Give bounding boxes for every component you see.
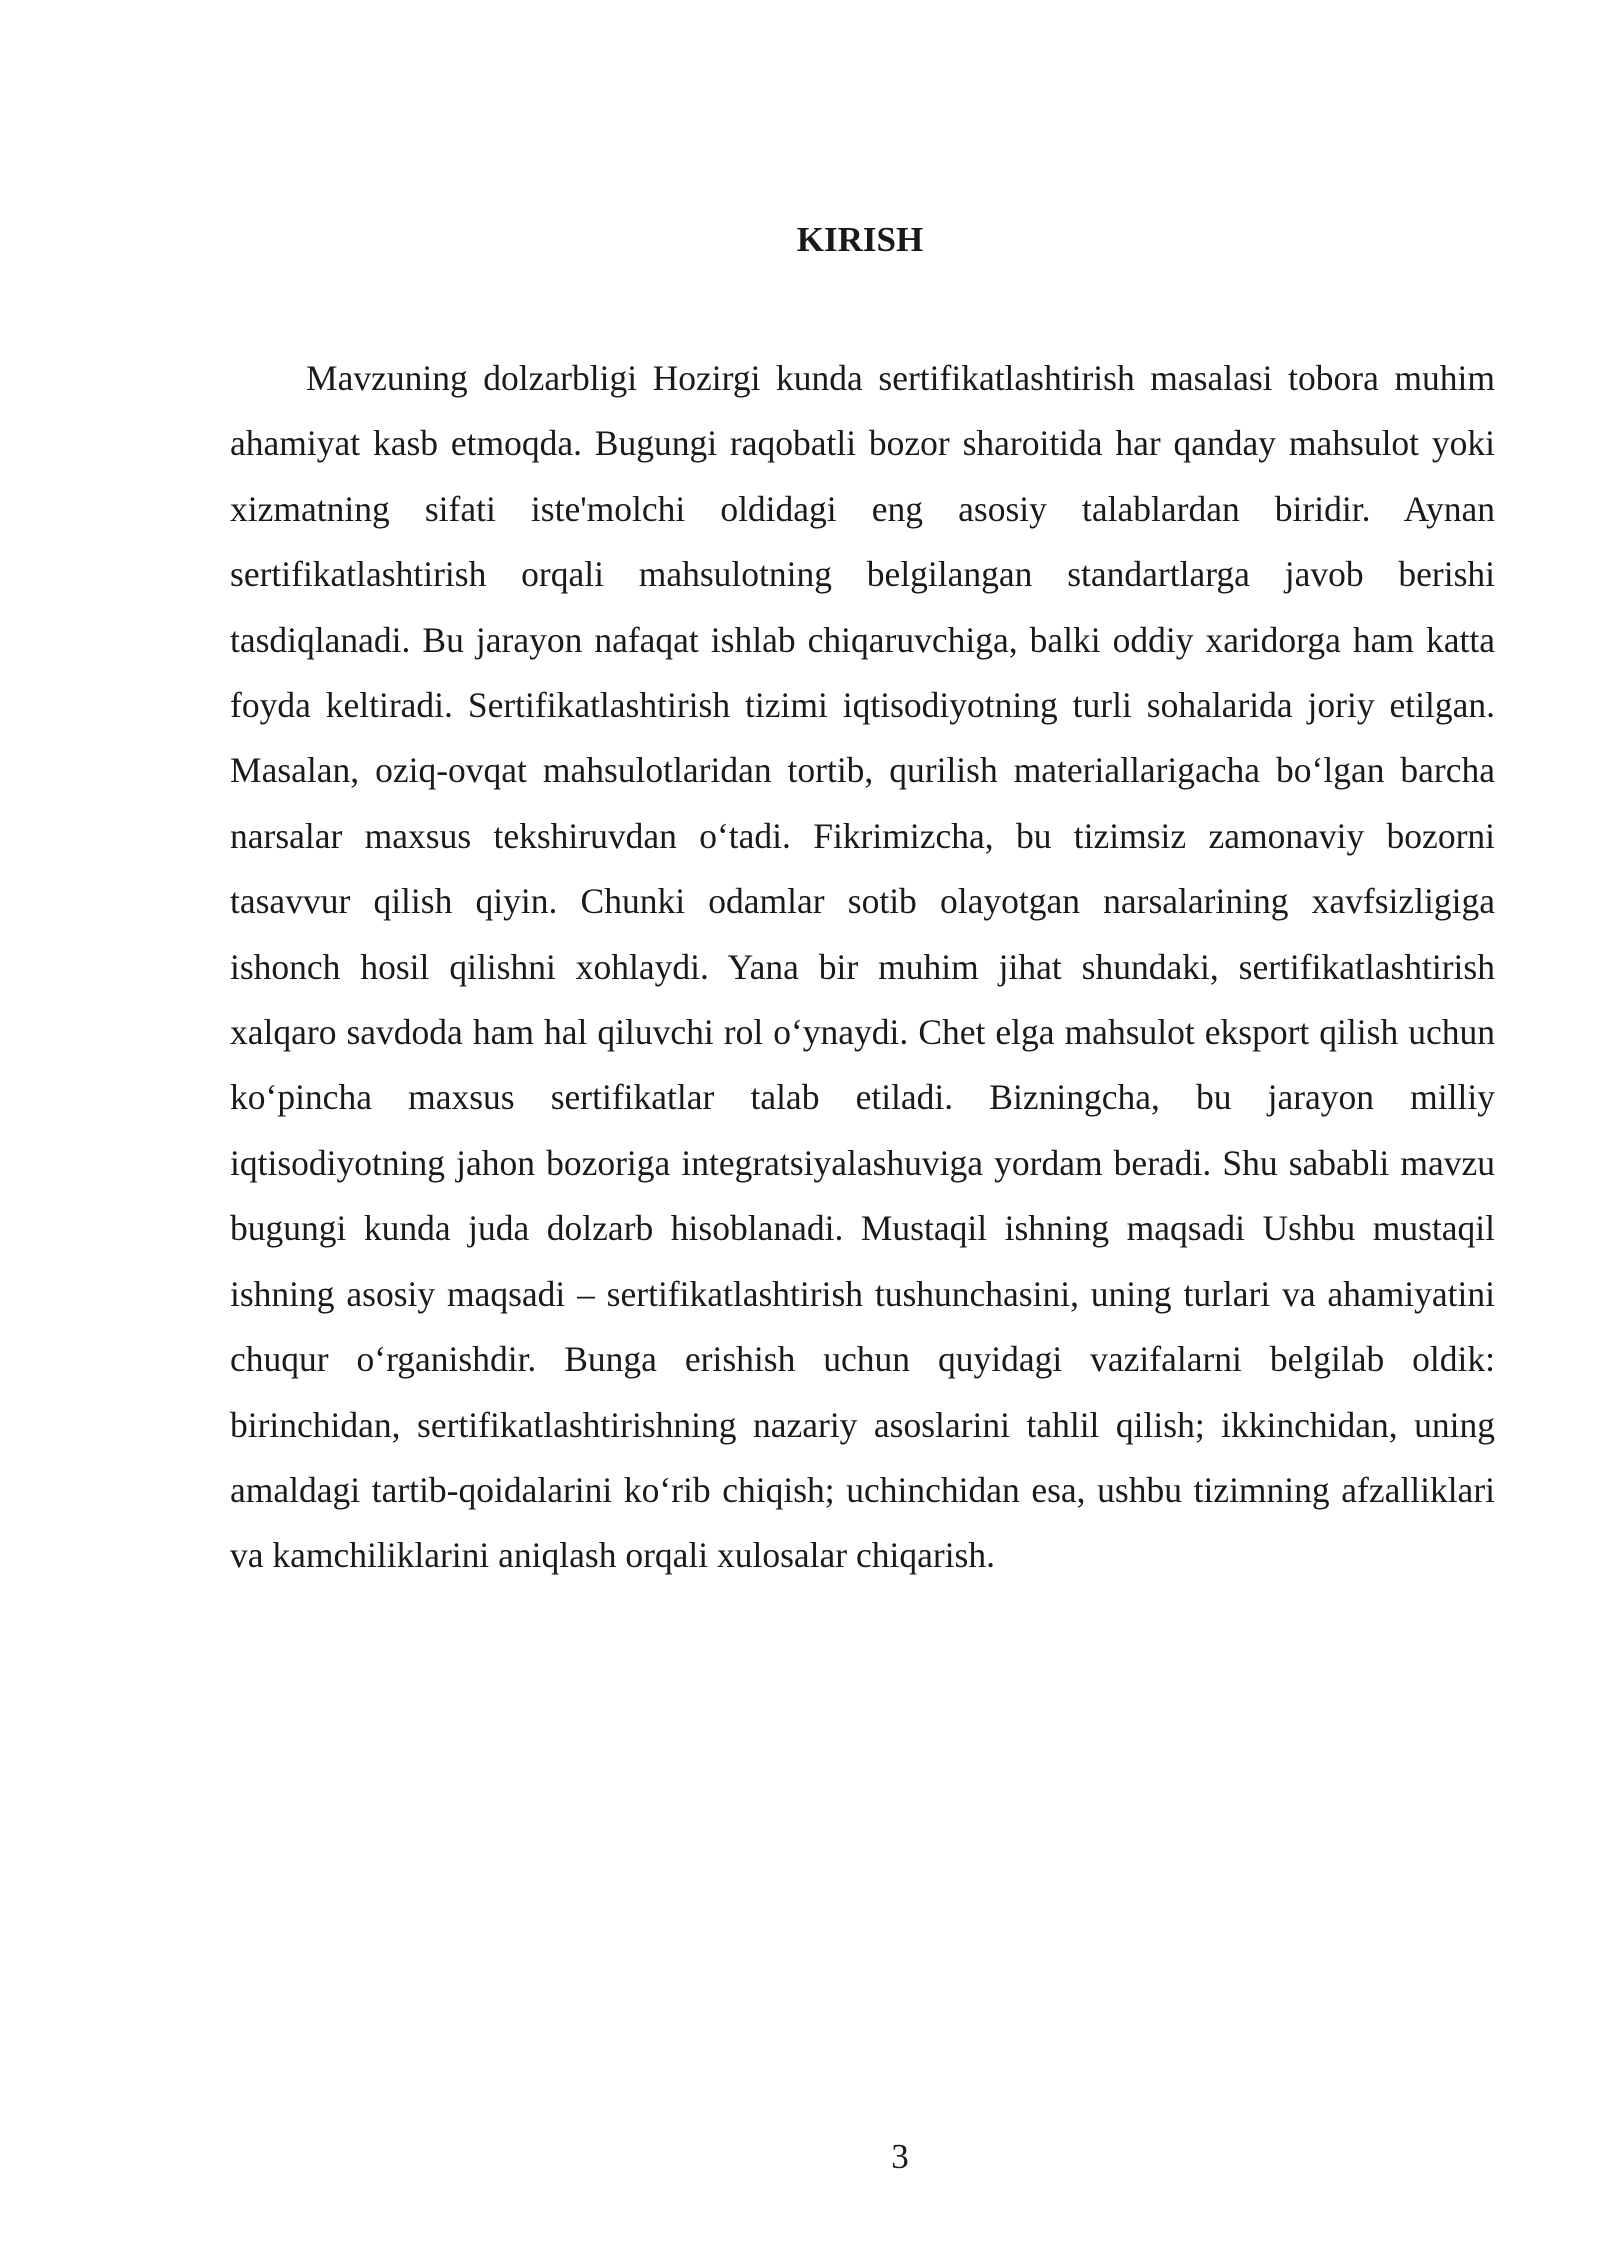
page-title: KIRISH [796,220,924,259]
body-paragraph: Mavzuning dolzarbligi Hozirgi kunda sertifikatlashtirish masalasi tobora muhim ahamiyat kasb etmoqda. Bugungi raqobatli bozor sharoitida har qanday mahsulot yoki xizmatning sifati iste'molchi oldidagi eng asosiy talablardan biridir. Aynan sertifikatlashtirish orqali mahsulotning belgilangan standartlarga javob berishi tasdiqlanadi. Bu jarayon nafaqat ishlab chiqaruvchiga, balki oddiy xaridorga ham katta foyda keltiradi. Sertifikatlashtirish tizimi iqtisodiyotning turli sohalarida joriy etilgan. Masalan, oziq-ovqat mahsulotlaridan tortib, qurilish materiallarigacha bo‘lgan barcha narsalar maxsus tekshiruvdan o‘tadi. Fikrimizcha, bu tizimsiz zamonaviy bozorni tasavvur qilish qiyin. Chunki odamlar sotib olayotgan narsalarining xavfsizligiga ishonch hosil qilishni xohlaydi. Yana bir muhim jihat shundaki, sertifikatlashtirish xalqaro savdoda ham hal qiluvchi rol o‘ynaydi. Chet elga mahsulot eksport qilish uchun ko‘pincha maxsus sertifikatlar talab etiladi. Bizningcha, bu jarayon milliy iqtisodiyotning jahon bozoriga integratsiyalashuviga yordam beradi. Shu sababli mavzu bugungi kunda juda dolzarb hisoblanadi. Mustaqil ishning maqsadi Ushbu mustaqil ishning asosiy maqsadi – sertifikatlashtirish tushunchasini, uning turlari va ahamiyatini chuqur o‘rganishdir. Bunga erishish uchun quyidagi vazifalarni belgilab oldik: birinchidan, sertifikatlashtirishning nazariy asoslarini tahlil qilish; ikkinchidan, uning amaldagi tartib-qoidalarini ko‘rib chiqish; uchinchidan esa, ushbu tizimning afzalliklari va kamchiliklarini aniqlash orqali xulosalar chiqarish. [230,358,1495,1576]
page-number: 3 [891,2137,909,2176]
